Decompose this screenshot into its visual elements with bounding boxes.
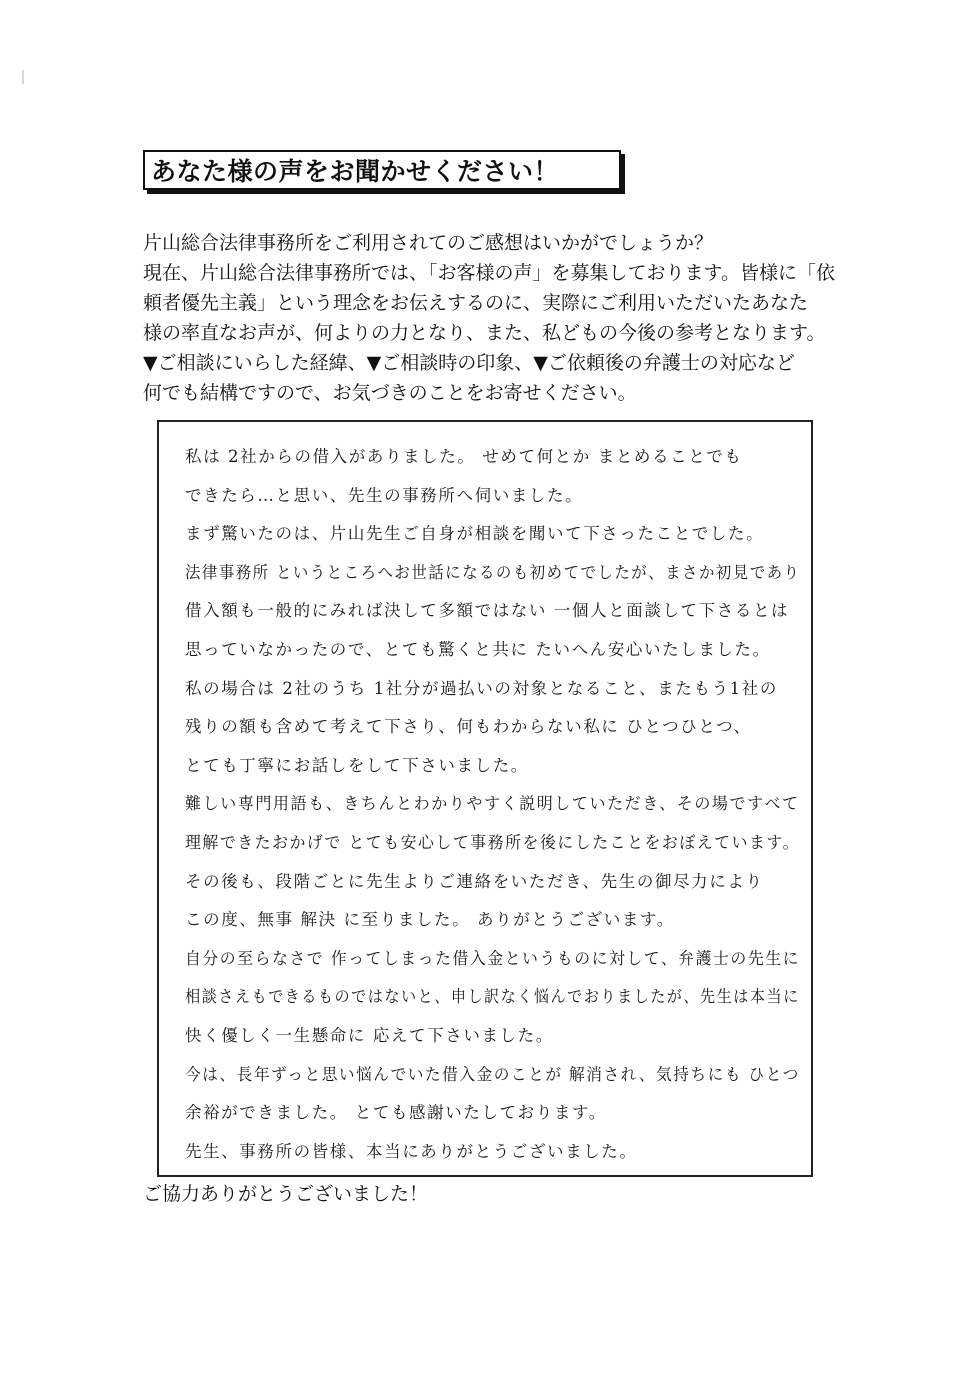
closing-message: ご協力ありがとうございました！: [143, 1183, 429, 1205]
letter-line: その後も、段階ごとに先生よりご連絡をいただき、先生の御尽力により: [185, 871, 764, 891]
intro-line: 頼者優先主義」という理念をお伝えするのに、実際にご利用いただいたあなた: [143, 292, 809, 314]
title-banner: [143, 150, 621, 190]
letter-line: 相談さえもできるものではないと、申し訳なく悩んでおりましたが、先生は本当に: [185, 987, 800, 1007]
letter-line: とても丁寧にお話しをして下さいました。: [185, 755, 529, 775]
letter-line: 私は 2社からの借入がありました。 せめて何とか まとめることでも: [185, 447, 743, 466]
letter-line: 余裕ができました。 とても感謝いたしております。: [185, 1103, 607, 1123]
intro-line: ▼ご相談にいらした経緯、▼ご相談時の印象、▼ご依頼後の弁護士の対応など: [143, 352, 795, 374]
letter-line: できたら…と思い、先生の事務所へ伺いました。: [185, 485, 584, 505]
letter-line: 理解できたおかげで とても安心して事務所を後にしたことをおぼえています。: [185, 832, 801, 852]
page-title: あなた様の声をお聞かせください！: [151, 157, 560, 186]
letter-line: 私の場合は 2社のうち 1社分が過払いの対象となること、またもう1社の: [185, 678, 778, 698]
intro-paragraph: [143, 228, 853, 408]
scan-mark: [22, 70, 24, 84]
letter-line: 難しい専門用語も、きちんとわかりやすく説明していただき、その場ですべて: [185, 794, 800, 814]
letter-line: まず驚いたのは、片山先生ご自身が相談を聞いて下さったことでした。: [185, 524, 765, 544]
intro-line: 片山総合法律事務所をご利用されてのご感想はいかがでしょうか？: [143, 232, 714, 254]
letter-line: 先生、事務所の皆様、本当にありがとうございました。: [185, 1141, 638, 1161]
letter-line: 借入額も一般的にみれば決して多額ではない 一個人と面談して下さるとは: [185, 601, 790, 621]
handwritten-letter: [185, 438, 801, 1171]
letter-line: 今は、長年ずっと思い悩んでいた借入金のことが 解消され、気持ちにも ひとつ: [185, 1064, 800, 1084]
handwritten-letter-box: [157, 420, 813, 1177]
letter-line: この度、無事 解決 に至りました。 ありがとうございます。: [185, 910, 675, 930]
intro-line: 様の率直なお声が、何よりの力となり、また、私どもの今後の参考となります。: [143, 322, 826, 344]
intro-line: 何でも結構ですので、お気づきのことをお寄せください。: [143, 382, 637, 404]
letter-line: 自分の至らなさで 作ってしまった借入金というものに対して、弁護士の先生に: [185, 948, 800, 968]
intro-line: 現在、片山総合法律事務所では、「お客様の声」を募集しております。皆様に「依: [143, 262, 835, 284]
letter-line: 思っていなかったので、とても驚くと共に たいへん安心いたしました。: [185, 639, 771, 659]
letter-line: 残りの額も含めて考えて下さり、何もわからない私に ひとつひとつ、: [185, 717, 752, 737]
letter-line: 快く優しく一生懸命に 応えて下さいました。: [185, 1025, 554, 1045]
letter-line: 法律事務所 というところへお世話になるのも初めてでしたが、まさか初見であり: [185, 562, 801, 582]
